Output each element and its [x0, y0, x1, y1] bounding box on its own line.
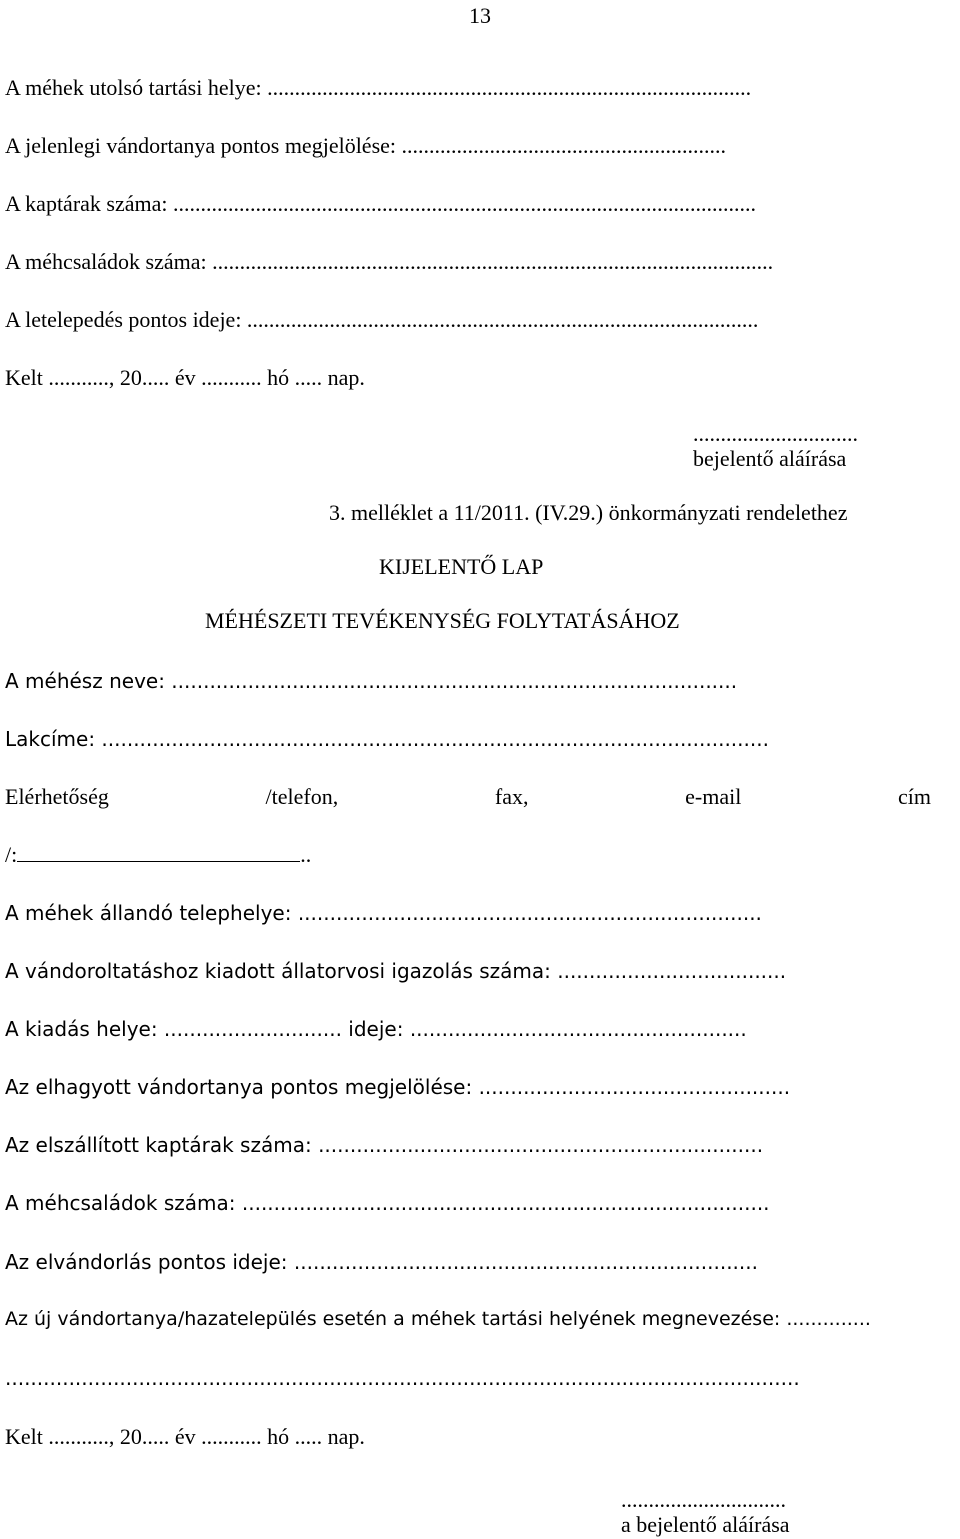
- form-title: KIJELENTŐ LAP: [379, 554, 544, 579]
- contact-prefix: /:: [5, 842, 18, 867]
- page-number: 13: [469, 3, 491, 28]
- signature-label-bottom: a bejelentő aláírása: [621, 1512, 790, 1537]
- signature-dots-bottom: ..............................: [621, 1487, 786, 1512]
- signature-dots-top: ..............................: [693, 421, 858, 446]
- contact-field-continuation: [5, 843, 311, 866]
- contact-word: /telefon,: [265, 784, 339, 809]
- departure-time-field: Az elvándorlás pontos ideje: .........................................................................: [5, 1250, 758, 1274]
- beekeeper-name-field: A méhész neve: .........................................................................................: [5, 669, 738, 693]
- address-field: Lakcíme: .........................................................................................................: [5, 727, 769, 751]
- new-site-field-continuation: .............................................................................................................................: [5, 1366, 800, 1390]
- form-subtitle: MÉHÉSZETI TEVÉKENYSÉG FOLYTATÁSÁHOZ: [205, 608, 680, 633]
- contact-field: [5, 786, 931, 808]
- settlement-time-field: A letelepedés pontos ideje: .............................................................................................: [5, 307, 759, 332]
- date-line-top: Kelt ..........., 20..... év ........... hó ..... nap.: [5, 365, 365, 390]
- date-line-bottom: Kelt ..........., 20..... év ........... hó ..... nap.: [5, 1424, 365, 1449]
- colonies-field: A méhcsaládok száma: ...................................................................................: [5, 1191, 770, 1215]
- contact-word: cím: [897, 784, 931, 809]
- vet-certificate-field: A vándoroltatáshoz kiadott állatorvosi igazolás száma: ....................................: [5, 959, 787, 983]
- left-site-field: Az elhagyott vándortanya pontos megjelölése: .................................................: [5, 1075, 791, 1099]
- contact-word: fax,: [494, 784, 529, 809]
- transported-hives-field: Az elszállított kaptárak száma: ......................................................................: [5, 1133, 764, 1157]
- contact-underline: [17, 843, 300, 862]
- annex-note: 3. melléklet a 11/2011. (IV.29.) önkormányzati rendelethez: [329, 500, 848, 525]
- new-site-field: Az új vándortanya/hazatelepülés esetén a méhek tartási helyének megnevezése: ..............: [5, 1308, 871, 1330]
- contact-word: Elérhetőség: [5, 784, 109, 809]
- last-site-field: A méhek utolsó tartási helye: ........................................................................................: [5, 75, 752, 100]
- colony-count-field: A méhcsaládok száma: ......................................................................................................: [5, 249, 774, 274]
- signature-label-top: bejelentő aláírása: [693, 446, 847, 471]
- contact-suffix: ..: [300, 842, 312, 867]
- hive-count-field: A kaptárak száma: ..........................................................................................................: [5, 191, 756, 216]
- current-site-field: A jelenlegi vándortanya pontos megjelölése: ...........................................................: [5, 133, 727, 158]
- permanent-site-field: A méhek állandó telephelye: .........................................................................: [5, 901, 762, 925]
- contact-word: e-mail: [685, 784, 742, 809]
- issue-place-date-field: A kiadás helye: ............................ ideje: .....................................................: [5, 1017, 747, 1041]
